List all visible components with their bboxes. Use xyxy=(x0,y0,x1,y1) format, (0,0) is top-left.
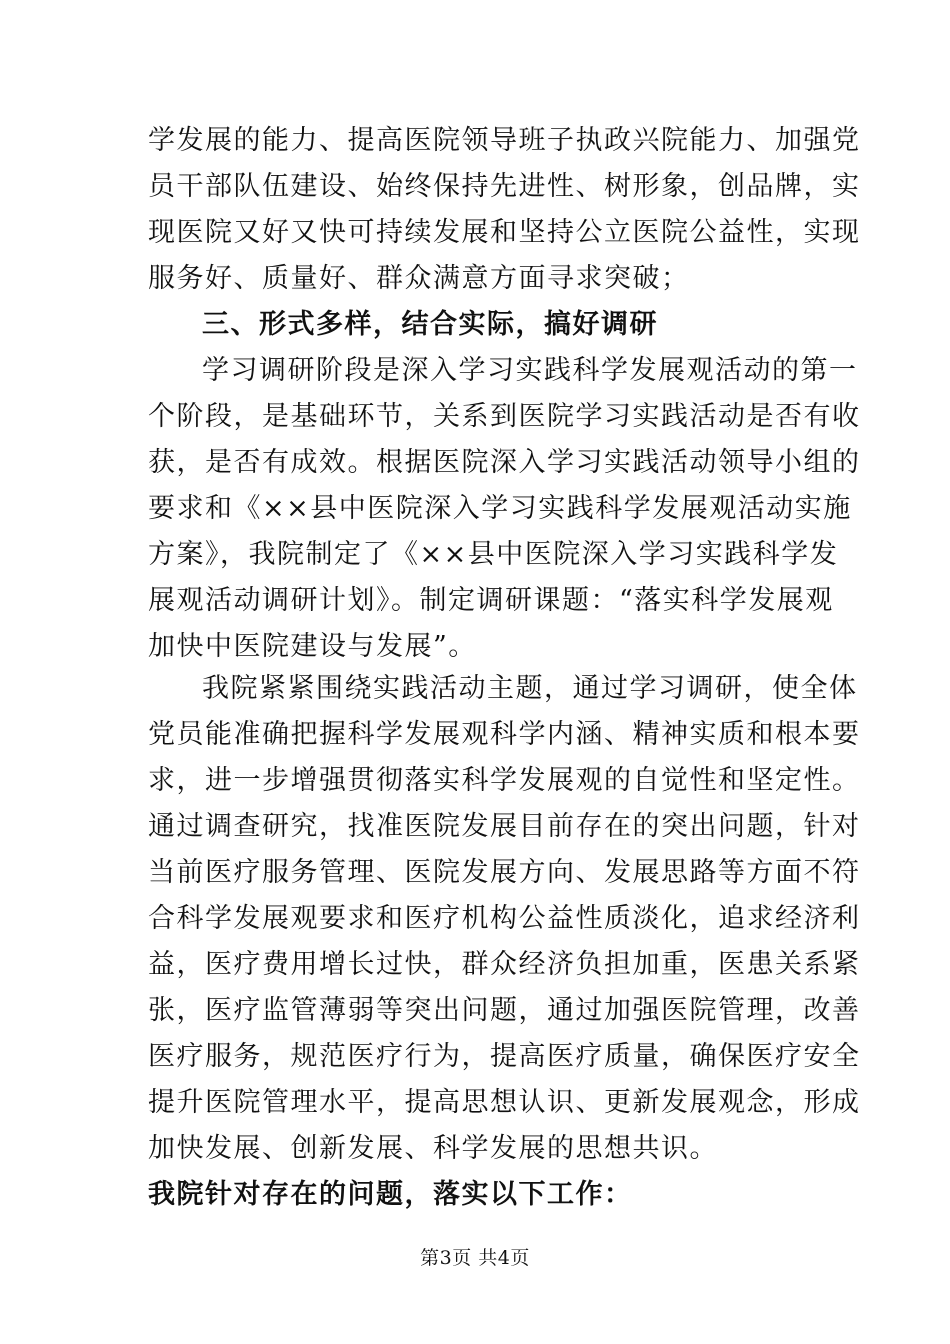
text-line: 求，进一步增强贯彻落实科学发展观的自觉性和坚定性。 xyxy=(148,765,861,796)
text-line: 员干部队伍建设、始终保持先进性、树形象，创品牌，实 xyxy=(148,171,861,202)
section-heading: 三、形式多样，结合实际，搞好调研 xyxy=(202,309,658,340)
text-line: 益，医疗费用增长过快，群众经济负担加重，医患关系紧 xyxy=(148,949,861,980)
text-line: 党员能准确把握科学发展观科学内涵、精神实质和根本要 xyxy=(148,719,861,750)
text-line: 获，是否有成效。根据医院深入学习实践活动领导小组的 xyxy=(148,447,861,478)
text-line: 通过调查研究，找准医院发展目前存在的突出问题，针对 xyxy=(148,811,861,842)
text-line: 加快中医院建设与发展”。 xyxy=(148,631,477,662)
text-line: 学发展的能力、提高医院领导班子执政兴院能力、加强党 xyxy=(148,125,861,156)
text-line: 服务好、质量好、群众满意方面寻求突破； xyxy=(148,263,690,294)
text-line: 加快发展、创新发展、科学发展的思想共识。 xyxy=(148,1133,718,1164)
text-line: 学习调研阶段是深入学习实践科学发展观活动的第一 xyxy=(202,355,858,386)
text-line: 合科学发展观要求和医疗机构公益性质淡化，追求经济利 xyxy=(148,903,861,934)
text-line: 提升医院管理水平，提高思想认识、更新发展观念，形成 xyxy=(148,1087,861,1118)
text-line: 方案》，我院制定了《××县中医院深入学习实践科学发 xyxy=(148,539,839,570)
text-line: 张，医疗监管薄弱等突出问题，通过加强医院管理，改善 xyxy=(148,995,861,1026)
text-line: 我院紧紧围绕实践活动主题，通过学习调研，使全体 xyxy=(202,673,858,704)
text-line: 医疗服务，规范医疗行为，提高医疗质量，确保医疗安全 xyxy=(148,1041,861,1072)
text-line: 现医院又好又快可持续发展和坚持公立医院公益性，实现 xyxy=(148,217,861,248)
text-line: 当前医疗服务管理、医院发展方向、发展思路等方面不符 xyxy=(148,857,861,888)
section-heading: 我院针对存在的问题，落实以下工作： xyxy=(148,1179,633,1210)
text-line: 要求和《××县中医院深入学习实践科学发展观活动实施 xyxy=(148,493,852,524)
page-footer: 第3页 共4页 xyxy=(420,1247,530,1269)
text-line: 个阶段，是基础环节，关系到医院学习实践活动是否有收 xyxy=(148,401,861,432)
text-line: 展观活动调研计划》。制定调研课题：“落实科学发展观 xyxy=(148,585,834,616)
